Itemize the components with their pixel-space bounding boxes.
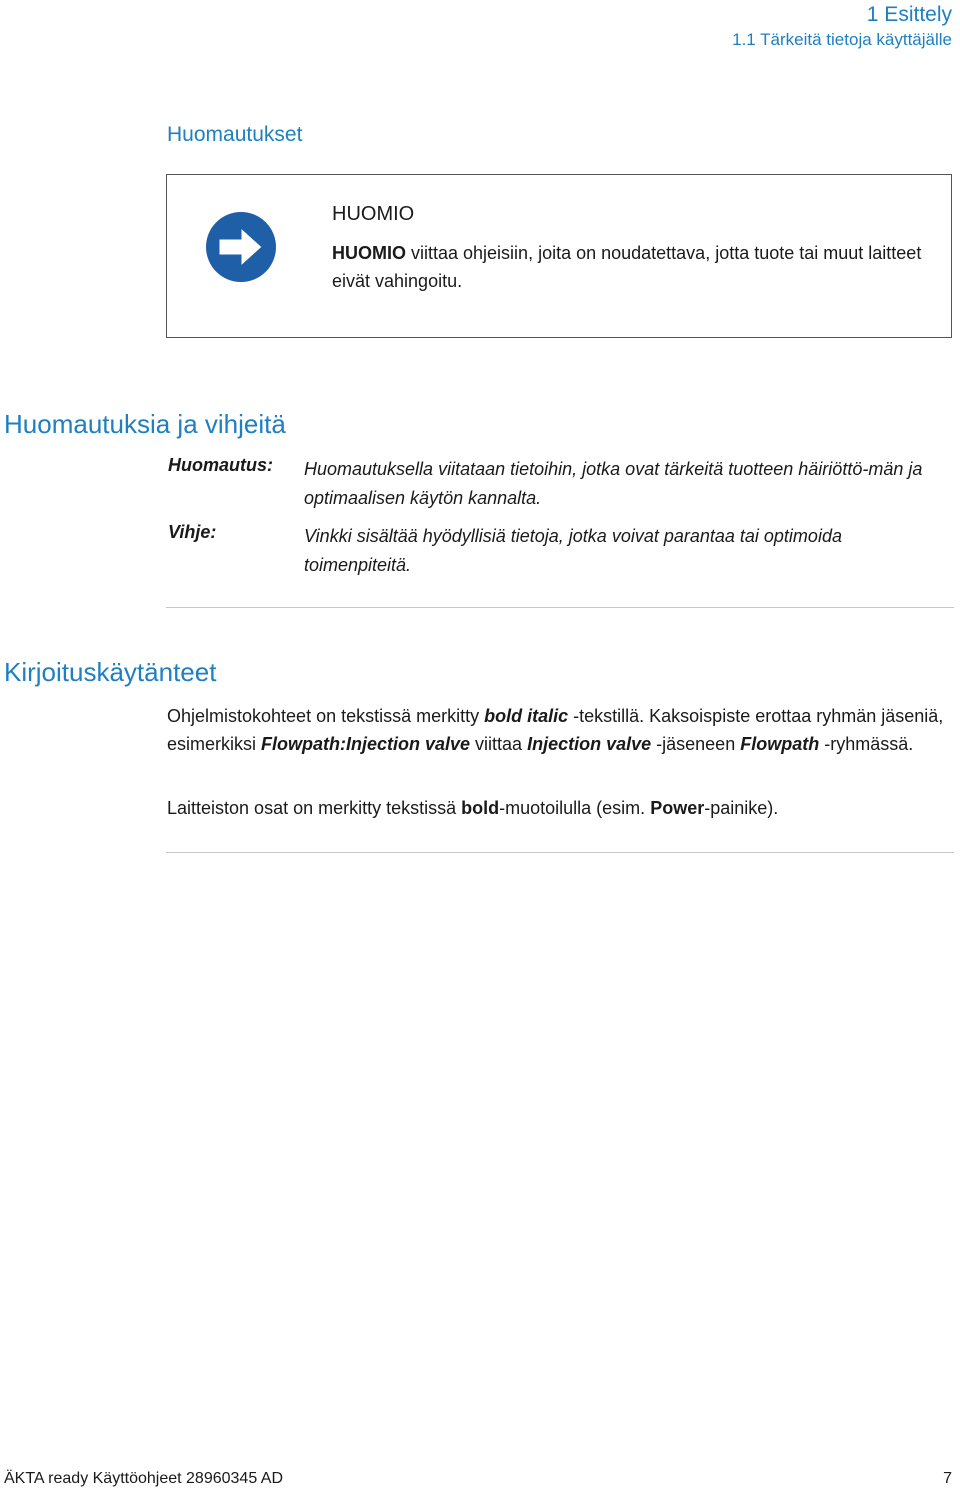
flowpath-example: Flowpath:Injection valve <box>261 734 471 754</box>
notice-title: HUOMIO <box>332 203 415 225</box>
tip-label: Vihje: <box>168 522 217 542</box>
running-header <box>732 2 952 52</box>
text-run: viittaa <box>470 734 528 754</box>
power-example: Power <box>650 798 705 818</box>
text-run: Ohjelmistokohteet on tekstissä merkitty <box>167 706 485 726</box>
bold-example: bold <box>461 798 500 818</box>
footer-document-title: ÄKTA ready Käyttöohjeet 28960345 AD <box>4 1470 284 1487</box>
notice-text <box>332 239 932 295</box>
flowpath-group-example: Flowpath <box>740 734 820 754</box>
conventions-heading: Kirjoituskäytänteet <box>4 657 217 687</box>
page-number: 7 <box>943 1470 952 1487</box>
notice-body: viittaa ohjeisiin, joita on noudatettava, jotta tuote tai muut laitteet eivät vahingoitu. <box>332 243 922 291</box>
divider <box>166 852 954 853</box>
bold-italic-example: bold italic <box>484 706 569 726</box>
conventions-paragraph-software <box>167 702 957 758</box>
notice-keyword: HUOMIO <box>332 243 406 263</box>
text-run: -painike). <box>704 798 779 818</box>
text-run: -muotoilulla (esim. <box>499 798 651 818</box>
note-label: Huomautus: <box>168 455 273 475</box>
notes-heading: Huomautukset <box>167 123 303 146</box>
section-title: 1.1 Tärkeitä tietoja käyttäjälle <box>732 30 952 49</box>
arrow-right-circle-icon <box>205 211 277 283</box>
notice-box <box>166 174 952 338</box>
note-text: Huomautuksella viitataan tietoihin, jotka ovat tärkeitä tuotteen häiriöttö-män ja optimaalisen käytön kannalta. <box>304 459 923 508</box>
text-run: -jäseneen <box>651 734 741 754</box>
text-run: Laitteiston osat on merkitty tekstissä <box>167 798 462 818</box>
chapter-title: 1 Esittely <box>866 3 952 26</box>
text-run: -ryhmässä. <box>819 734 914 754</box>
text-run: -tekstillä. Kaksoispiste erottaa ryhmän jäseniä, esimerkiksi <box>167 706 944 754</box>
tip-text: Vinkki sisältää hyödyllisiä tietoja, jotka voivat parantaa tai optimoida toimenpiteitä. <box>304 526 842 575</box>
conventions-paragraph-hardware <box>167 794 957 822</box>
divider <box>166 607 954 608</box>
tips-heading: Huomautuksia ja vihjeitä <box>4 409 286 439</box>
injection-valve-example: Injection valve <box>527 734 652 754</box>
